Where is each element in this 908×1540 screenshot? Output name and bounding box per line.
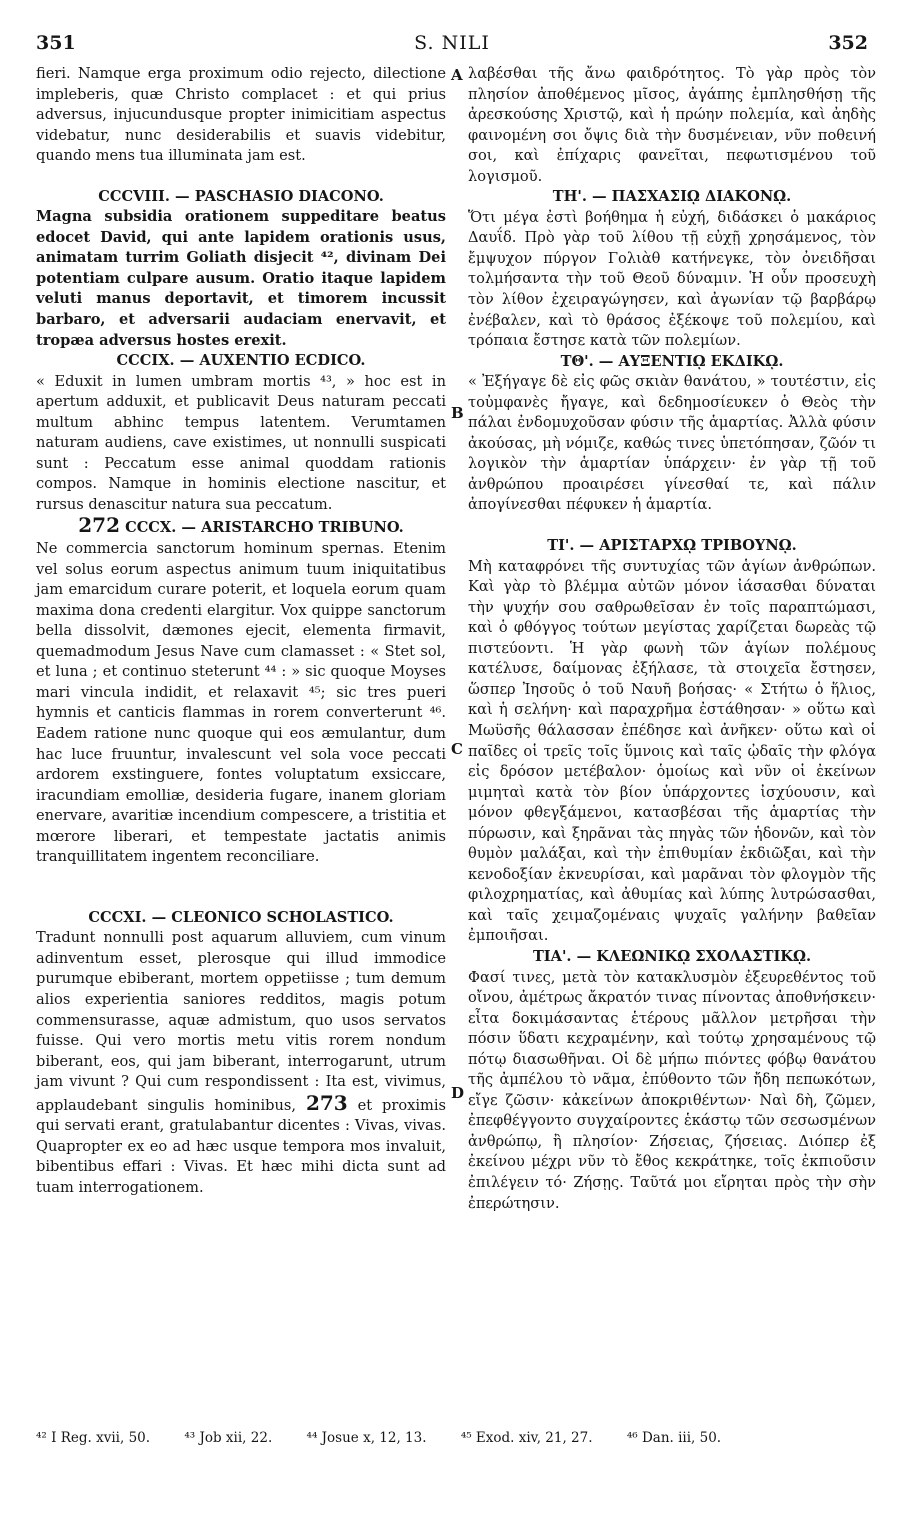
footnote-45: ⁴⁵ Exod. xiv, 21, 27. xyxy=(460,1430,593,1446)
greek-column xyxy=(468,64,876,1214)
latin-paragraph-311 xyxy=(36,928,446,1198)
column-number-273: 273 xyxy=(305,1090,348,1115)
running-title: S. NILI xyxy=(414,32,490,54)
latin-paragraph-308: Magna subsidia orationem suppeditare beatus edocet David, qui ante lapidem orationis usus, animatam turrim Goliath disjecit ⁴², divinam Dei potentiam culpare ausum. Oratio itaque lapidem veluti manus deportavit, et timorem incussit barbaro, et adversarii audaciam enervavit, et tropæa adversus hostes erexit. xyxy=(36,208,446,349)
greek-paragraph-310: Μὴ καταφρόνει τῆς συντυχίας τῶν ἁγίων ἀνθρώπων. Καὶ γὰρ τὸ βλέμμα αὐτῶν μόνον ἰάσασθαι δύναται τὴν ψυχήν σου σαθρωθεῖσαν ἐν τοῖς παραπτώμασι, καὶ ὁ φθόγγος τούτων μεγίστας χαρίζεται δωρεὰς τῷ πιστεύοντι. Ἡ γὰρ φωνὴ τῶν ἁγίων πολέμους κατέλυσε, δαίμονας ἐξήλασε, τὰ στοιχεῖα ἔστησεν, ὥσπερ Ἰησοῦς ὁ τοῦ Ναυῆ βοήσας· « Στήτω ὁ ἥλιος, καὶ ἡ σελήνη· καὶ παραχρῆμα ἐστάθησαν· » οὕτω καὶ Μωϋσῆς θάλασσαν ἐπέδησε καὶ ἀνῆκεν· οὕτω καὶ οἱ παῖδες οἱ τρεῖς τοῖς ὕμνοις καὶ ταῖς ᾠδαῖς τὴν φλόγα εἰς δρόσον μετέβαλον· ὁμοίως καὶ νῦν οἱ ἐκείνων μιμηταὶ κατὰ τὸν βίον ὑπάρχοντες ἰσχύουσιν, καὶ μόνον φθεγξάμενοι, κατασβέσαι τῆς ἁμαρτίας τὴν πύρωσιν, καὶ ξηρᾶναι τὰς πηγὰς τῶν ἡδονῶν, καὶ τὸν θυμὸν μαλάξαι, καὶ τὴν ἐπιθυμίαν ἐκδιῶξαι, καὶ τὴν κενοδοξίαν ἐκνευρίσαι, καὶ μαρᾶναι τὸν φλογμὸν τῆς φιλοχρηματίας, καὶ ἀθυμίας καὶ λύπης λυτρώσασθαι, καὶ ταῖς χειμαζομέναις ψυχαῖς γαλήνην βαθεῖαν ἐμποιῆσαι. xyxy=(468,557,876,945)
greek-paragraph-311: Φασί τινες, μετὰ τὸν κατακλυσμὸν ἐξευρεθέντος τοῦ οἴνου, ἀμέτρως ἄκρατόν τινας πίνοντας ἀποθνήσκειν· εἶτα δοκιμάσαντας ἑτέρους μᾶλλον μετρῆσαι τὴν πόσιν ὕδατι κεχραμένην, καὶ τούτῳ χρησαμένους τῷ πότῳ διασωθῆναι. Οἱ δὲ μήπω πιόντες φόβῳ θανάτου τῆς ἀμπέλου τὸ νᾶμα, ἐπύθοντο τῶν ἤδη πεπωκότων, εἴγε ζῶσιν· κἀκείνων ἀποκριθέντων· Ναὶ δὴ, ζῶμεν, ἐπεφθέγγοντο συγχαίροντες ἑκάστῳ τῶν σεσωσμένων ἀνθρώπῳ, ἢ πλησίον· Ζήσειας, ζήσειας. Διόπερ ἐξ ἐκείνου μέχρι νῦν τὸ ἔθος κεκράτηκε, τοῖς ἐκπιοῦσιν ἐπιλέγειν τό· Ζήσῃς. Ταῦτά μοι εἴρηται πρὸς τὴν σὴν ἐπερώτησιν. xyxy=(468,968,876,1212)
footnote-42: ⁴² I Reg. xvii, 50. xyxy=(36,1430,151,1446)
latin-paragraph-311-b: et proximis qui servati erant, gratulabantur dicentes : Vivas, vivas. Quapropter ex eo ad hæc usque tempora mos invaluit, bibentibus effari : Vivas. Et hæc mihi dicta sunt ad tuam interrogationem. xyxy=(36,1096,447,1196)
footnote-44: ⁴⁴ Josue x, 12, 13. xyxy=(306,1430,427,1446)
latin-heading-310-text: CCCX. — ARISTARCHO TRIBUNO. xyxy=(125,519,404,537)
right-page-number: 352 xyxy=(828,32,868,54)
latin-paragraph-310: Ne commercia sanctorum hominum spernas. Etenim vel solus eorum aspectus animum tuum iniquitatibus jam emarcidum curare poterit, et loquela eorum quam maxima dona credenti elargitur. Vox quippe sanctorum bella dissolvit, dæmones ejecit, elementa firmavit, quemadmodum Jesus Nave cum clamasset : « Stet sol, et luna ; et continuo steterunt ⁴⁴ : » sic quoque Moyses mari vincula indidit, et relaxavit ⁴⁵; sic tres pueri hymnis et canticis flammas in rorem converterunt ⁴⁶. Eadem ratione nunc quoque qui eos æmulantur, dum hac luce fruuntur, invalescunt vel sola voce peccati ardorem exstinguere, fontes voluptatum exsiccare, iracundiam emolliæ, desideria fugare, inanem gloriam enervare, avaritiæ incendium compescere, a tristitia et mœrore liberari, et tempestate jactatis animis tranquillitatem ingentem reconciliare. xyxy=(36,540,446,866)
page-header xyxy=(36,32,868,60)
latin-heading-308: CCCVIII. — PASCHASIO DIACONO. xyxy=(98,187,384,205)
latin-heading-310 xyxy=(36,515,446,539)
footnotes xyxy=(36,1430,876,1446)
margin-letter-c: C xyxy=(451,740,463,758)
greek-paragraph-308: Ὅτι μέγα ἐστὶ βοήθημα ἡ εὐχή, διδάσκει ὁ μακάριος Δαυΐδ. Πρὸ γὰρ τοῦ λίθου τῇ εὐχῇ χρησάμενος, τὸν ἔμψυχον πύργον Γολιὰθ κατήνεγκε, τὸν ὀνειδῆσαι τολμήσαντα τὴν τοῦ Θεοῦ δύναμιν. Ἡ οὖν προσευχὴ τὸν λίθον ἐχειραγώγησεν, καὶ ἀγωνίαν τῷ βαρβάρῳ ἐνέβαλεν, καὶ τὸ θράσος ἐξέκοψε τοῦ πολεμίου, καὶ τρόπαια ἔστησε κατὰ τῶν πολεμίων. xyxy=(468,208,876,350)
footnote-43: ⁴³ Job xii, 22. xyxy=(184,1430,273,1446)
footnote-46: ⁴⁶ Dan. iii, 50. xyxy=(626,1430,722,1446)
left-page-number: 351 xyxy=(36,32,76,54)
greek-heading-310: ΤΙ'. — ΑΡΙΣΤΑΡΧῼ ΤΡΙΒΟΥΝῼ. xyxy=(547,537,797,555)
margin-letter-d: D xyxy=(451,1084,465,1102)
greek-heading-308: ΤΗ'. — ΠΑΣΧΑΣΙῼ ΔΙΑΚΟΝῼ. xyxy=(552,188,792,206)
margin-letter-b: B xyxy=(451,404,464,422)
latin-heading-309: CCCIX. — AUXENTIO ECDICO. xyxy=(116,352,366,370)
latin-paragraph-0: fieri. Namque erga proximum odio rejecto, dilectione impleberis, quæ Christo complacet : et qui prius adversus, injucundusque propter inimicitiam aspectus videbatur, nunc desiderabilis et suavis videbitur, quando mens tua illuminata jam est. xyxy=(36,65,446,165)
latin-paragraph-309: « Eduxit in lumen umbram mortis ⁴³, » hoc est in apertum adduxit, et publicavit Deus naturam peccati multum abhinc tempus latentem. Verumtamen naturam audiens, cave existimes, ut nonnulli suspicati sunt : Peccatum esse animal quoddam rationis compos. Namque in hominis electione nascitur, et rursus denascitur natura sua peccatum. xyxy=(36,372,446,513)
latin-heading-311: CCCXI. — CLEONICO SCHOLASTICO. xyxy=(88,908,394,926)
greek-heading-311: ΤΙΑ'. — ΚΛΕΩΝΙΚῼ ΣΧΟΛΑΣΤΙΚῼ. xyxy=(532,947,812,965)
latin-column xyxy=(36,64,446,1198)
greek-paragraph-0: λαβέσθαι τῆς ἄνω φαιδρότητος. Τὸ γὰρ πρὸς τὸν πλησίον ἀποθέμενος μῖσος, ἀγάπης ἐμπλησθήσῃ τῆς ἀρεσκούσης Χριστῷ, καὶ ἡ πρώην πολεμία, καὶ ἀηδὴς φαινομένη σοι ὄψις διὰ τὴν δυσμένειαν, νῦν ποθεινή σοι, καὶ ἐπίχαρις φανεῖται, πεφωτισμένου τοῦ λογισμοῦ. xyxy=(468,65,876,185)
greek-heading-309: ΤΘ'. — ΑΥΞΕΝΤΙῼ ΕΚΔΙΚῼ. xyxy=(560,352,784,370)
column-number-272: 272 xyxy=(78,513,120,538)
margin-letter-a: A xyxy=(451,66,463,84)
greek-paragraph-309: « Ἐξήγαγε δὲ εἰς φῶς σκιὰν θανάτου, » τουτέστιν, εἰς τοὐμφανὲς ἤγαγε, καὶ δεδημοσίευκεν ὁ Θεὸς τὴν πάλαι ἐνδομυχοῦσαν φύσιν τῆς ἁμαρτίας. Ἀλλὰ φύσιν ἀκούσας, μὴ νόμιζε, καθώς τινες ὑπετόπησαν, ζῶόν τι λογικὸν τὴν ἁμαρτίαν ὑπάρχειν· ἐν γὰρ τῇ τοῦ ἀνθρώπου προαιρέσει γίνεσθαί τε, καὶ πάλιν ἀπογίνεσθαι πέφυκεν ἡ ἁμαρτία. xyxy=(468,373,876,514)
latin-paragraph-311-a: Tradunt nonnulli post aquarum alluviem, cum vinum adinventum esset, plerosque qui illud immodice purumque ebiberant, mortem oppetiisse ; tum demum alios experientia saniores redditos, magis potum commensurasse, aquæ admistum, quo usos servatos fuisse. Qui vero mortis metu vitis rorem nondum biberant, eos, qui jam biberant, interrogarunt, utrum jam vivunt ? Qui cum respondissent : Ita est, vivimus, applaudebant singulis hominibus, xyxy=(36,929,446,1114)
